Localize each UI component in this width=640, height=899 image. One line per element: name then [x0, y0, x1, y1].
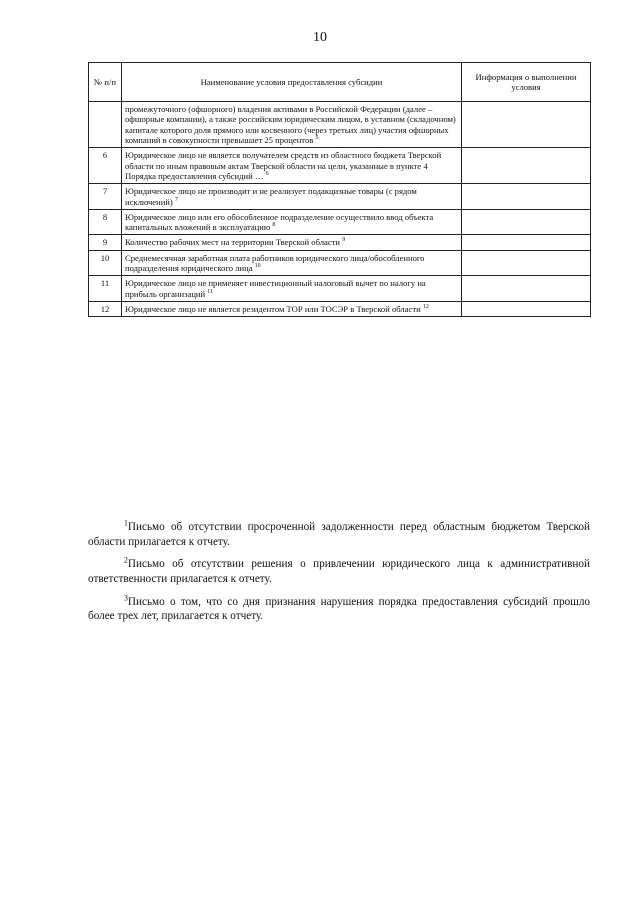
condition-info-cell	[462, 148, 591, 184]
footnote-mark: 3	[124, 592, 128, 602]
condition-info-cell	[462, 235, 591, 250]
row-number: 6	[89, 148, 122, 184]
footnote-ref: 7	[174, 196, 178, 203]
condition-text-body: Юридическое лицо не является резидентом ТОР или ТОСЭР в Тверской области	[125, 304, 421, 314]
condition-text-body: Юридическое лицо не производит и не реализует подакцизные товары (с рядом исключений)	[125, 186, 417, 207]
footnote-ref: 5	[315, 135, 319, 142]
page-number: 10	[313, 30, 327, 45]
row-number: 9	[89, 235, 122, 250]
row-number: 8	[89, 209, 122, 235]
conditions-table	[88, 62, 591, 317]
condition-info-cell	[462, 184, 591, 210]
footnote-ref: 10	[254, 263, 261, 270]
row-number: 10	[89, 250, 122, 276]
footnote-text: Письмо о том, что со дня признания нарушения порядка предоставления субсидий прошло более трех лет, прилагается к отчету.	[88, 595, 590, 623]
condition-text-body: Юридическое лицо или его обособленное подразделение осуществило ввод объекта капитальных вложений в эксплуатацию	[125, 211, 434, 233]
condition-info-cell	[462, 302, 591, 317]
condition-text-body: Количество рабочих мест на территории Тверской области	[125, 237, 341, 248]
row-number: 7	[89, 184, 122, 210]
table-row	[89, 302, 591, 317]
footnote-ref: 6	[265, 171, 269, 178]
condition-text	[122, 209, 462, 235]
table-row	[89, 148, 591, 184]
condition-info-cell	[462, 276, 591, 302]
footnote-ref: 11	[207, 288, 214, 295]
condition-text-body: промежуточного (офшорного) владения активами в Российской Федерации (далее – офшорные компании), а также российским юридическим лицом, в уставном (складочном) капитале которого доля прямого или косвенного (через третьих лиц) участия офшорных компаний в совокупности превышает 25 процентов	[125, 104, 456, 145]
condition-text-body: Юридическое лицо не применяет инвестиционный налоговый вычет по налогу на прибыль организаций	[125, 278, 426, 299]
condition-text	[122, 276, 462, 302]
footnote-text: Письмо об отсутствии решения о привлечении юридического лица к административной ответственности прилагается к отчету.	[88, 558, 590, 586]
condition-info-cell	[462, 250, 591, 276]
footnote-ref: 9	[342, 237, 346, 244]
footnote-text: Письмо об отсутствии просроченной задолженности перед областным бюджетом Тверской области прилагается к отчету.	[88, 521, 590, 548]
footnote-ref: 8	[272, 222, 276, 229]
header-condition-name: Наименование условия предоставления субсидии	[122, 63, 462, 102]
header-condition-info: Информация о выполнении условия	[462, 63, 591, 102]
condition-text	[122, 148, 462, 184]
table-body	[89, 102, 591, 317]
row-number	[89, 102, 122, 148]
header-number: № п/п	[89, 63, 122, 102]
table-row	[89, 235, 591, 250]
footnotes-section	[88, 520, 590, 632]
footnote-paragraph	[88, 520, 590, 549]
table-row	[89, 250, 591, 276]
row-number: 12	[89, 302, 122, 317]
condition-info-cell	[462, 209, 591, 235]
table-header-row	[89, 63, 591, 102]
condition-text	[122, 184, 462, 210]
condition-text	[122, 302, 462, 317]
table-row	[89, 276, 591, 302]
footnote-paragraph	[88, 557, 590, 586]
footnote-mark: 2	[124, 555, 128, 565]
table-row	[89, 209, 591, 235]
condition-info-cell	[462, 102, 591, 148]
footnote-mark: 1	[124, 518, 128, 528]
condition-text-body: Юридическое лицо не является получателем средств из областного бюджета Тверской области по иным правовым актам Тверской области на цели, указанные в пункте 4 Порядка предоставления субсидий …	[125, 150, 442, 181]
condition-text	[122, 250, 462, 276]
condition-text	[122, 235, 462, 250]
table-row	[89, 184, 591, 210]
table-row	[89, 102, 591, 148]
footnote-paragraph	[88, 592, 590, 624]
footnote-ref: 12	[422, 304, 429, 311]
row-number: 11	[89, 276, 122, 302]
condition-text-body: Среднемесячная заработная плата работников юридического лица/обособленного подразделения юридического лица	[125, 252, 425, 274]
condition-text	[122, 102, 462, 148]
